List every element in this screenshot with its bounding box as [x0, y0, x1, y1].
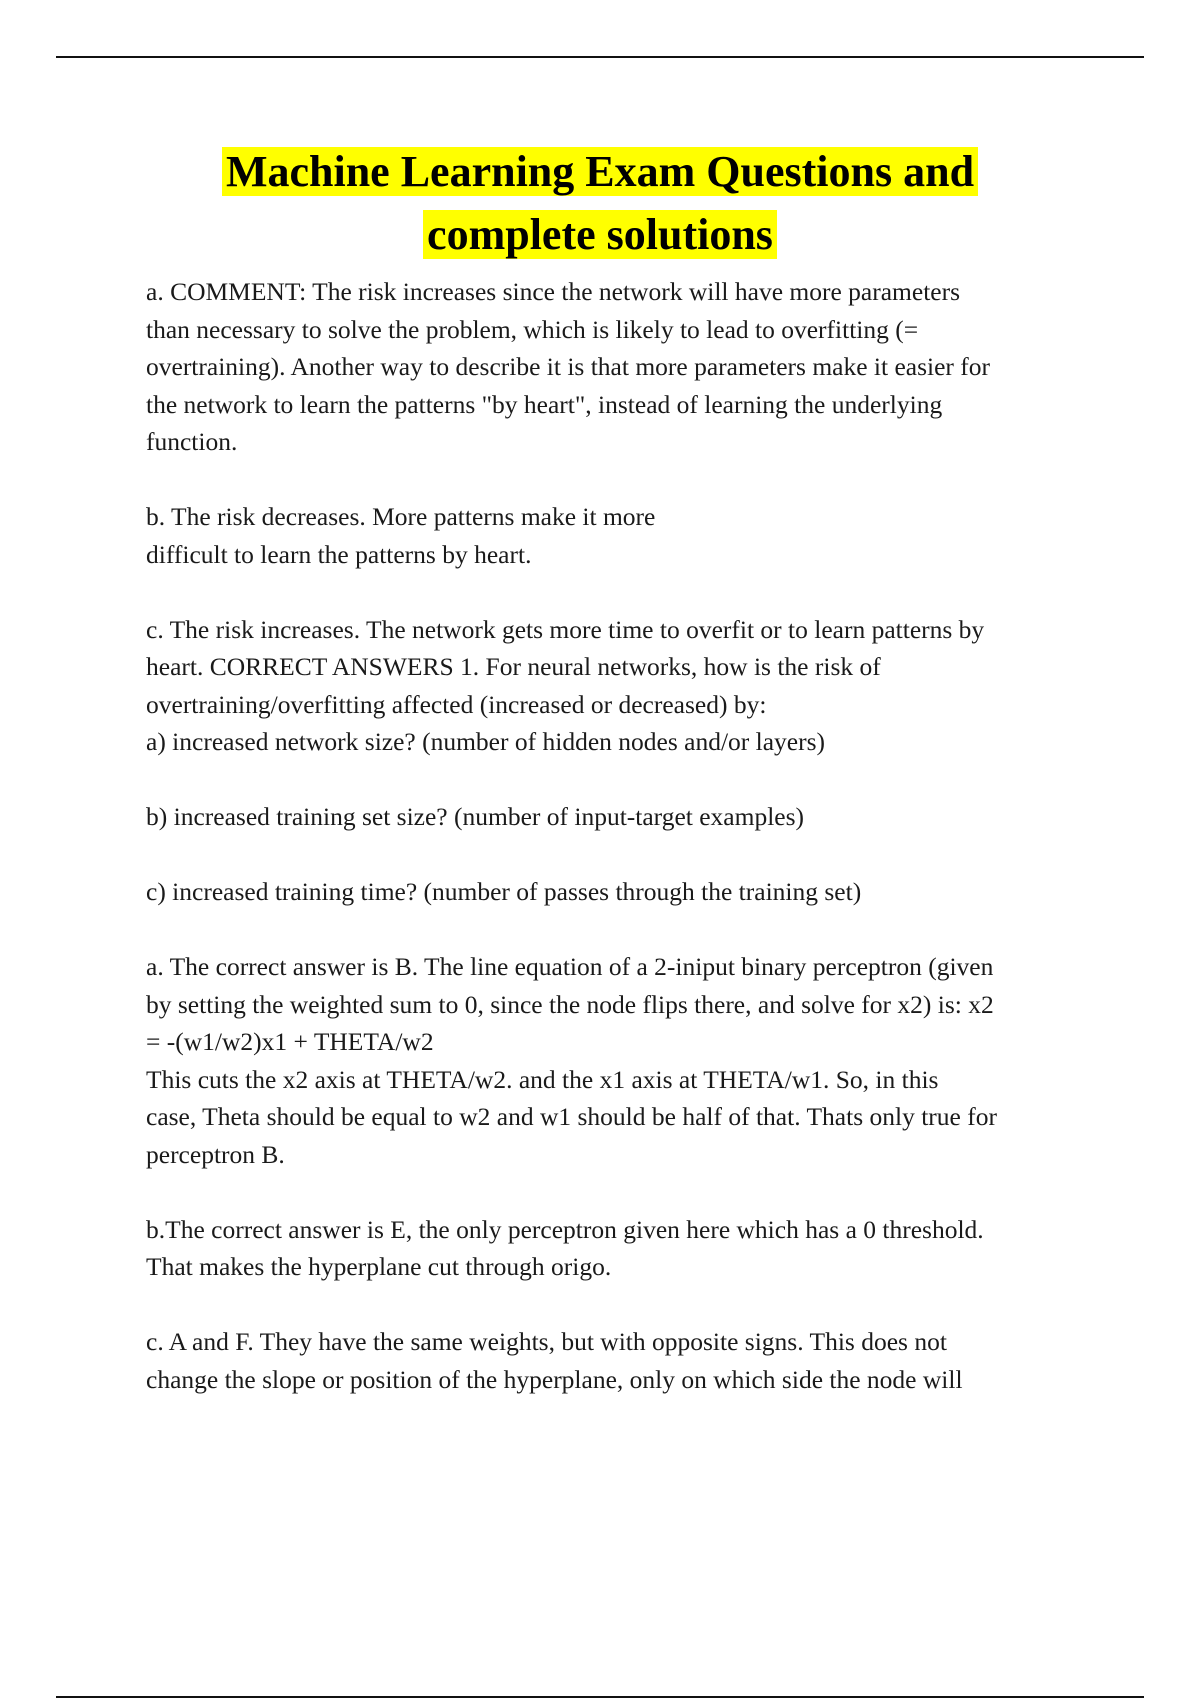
bottom-rule — [56, 1696, 1144, 1698]
text-line: a. COMMENT: The risk increases since the network will have more parameters — [146, 277, 961, 306]
text-line: case, Theta should be equal to w2 and w1 should be half of that. Thats only true for — [146, 1102, 997, 1131]
paragraph — [146, 873, 1096, 911]
text-line: a) increased network size? (number of hidden nodes and/or layers) — [146, 727, 826, 756]
text-line: That makes the hyperplane cut through origo. — [146, 1252, 612, 1281]
paragraph — [146, 498, 1096, 573]
paragraph — [146, 948, 1096, 1173]
top-rule — [56, 56, 1144, 58]
text-line: by setting the weighted sum to 0, since the node flips there, and solve for x2) is: x2 — [146, 989, 994, 1019]
title-line-1: Machine Learning Exam Questions and — [222, 147, 978, 196]
text-line: than necessary to solve the problem, which is likely to lead to overfitting (= — [146, 314, 919, 344]
text-line: overtraining/overfitting affected (increased or decreased) by: — [146, 689, 767, 719]
text-line: function. — [146, 427, 238, 456]
document-body — [146, 273, 1096, 1436]
text-line: c) increased training time? (number of passes through the training set) — [146, 877, 862, 906]
text-line: change the slope or position of the hyperplane, only on which side the node will — [146, 1364, 963, 1394]
text-line: the network to learn the patterns "by heart", instead of learning the underlying — [146, 389, 943, 419]
text-line: c. The risk increases. The network gets more time to overfit or to learn patterns by — [146, 614, 985, 644]
paragraph — [146, 273, 1096, 461]
text-line: c. A and F. They have the same weights, but with opposite signs. This does not — [146, 1327, 947, 1356]
text-line: This cuts the x2 axis at THETA/w2. and the x1 axis at THETA/w1. So, in this — [146, 1064, 939, 1094]
page-title — [0, 140, 1200, 266]
paragraph — [146, 798, 1096, 836]
text-line: b) increased training set size? (number of input-target examples) — [146, 802, 805, 831]
text-line: = -(w1/w2)x1 + THETA/w2 — [146, 1027, 434, 1056]
text-line: b. The risk decreases. More patterns make it more — [146, 502, 656, 531]
text-line: heart. CORRECT ANSWERS 1. For neural networks, how is the risk of — [146, 652, 881, 681]
text-line: a. The correct answer is B. The line equation of a 2-iniput binary perceptron (given — [146, 952, 994, 981]
paragraph — [146, 1211, 1096, 1286]
text-line: difficult to learn the patterns by heart. — [146, 539, 532, 569]
title-line-2: complete solutions — [423, 210, 777, 259]
paragraph — [146, 1323, 1096, 1398]
text-line: overtraining). Another way to describe it is that more parameters make it easier for — [146, 352, 991, 381]
text-line: perceptron B. — [146, 1139, 285, 1169]
text-line: b.The correct answer is E, the only perceptron given here which has a 0 threshold. — [146, 1214, 984, 1244]
paragraph — [146, 611, 1096, 761]
